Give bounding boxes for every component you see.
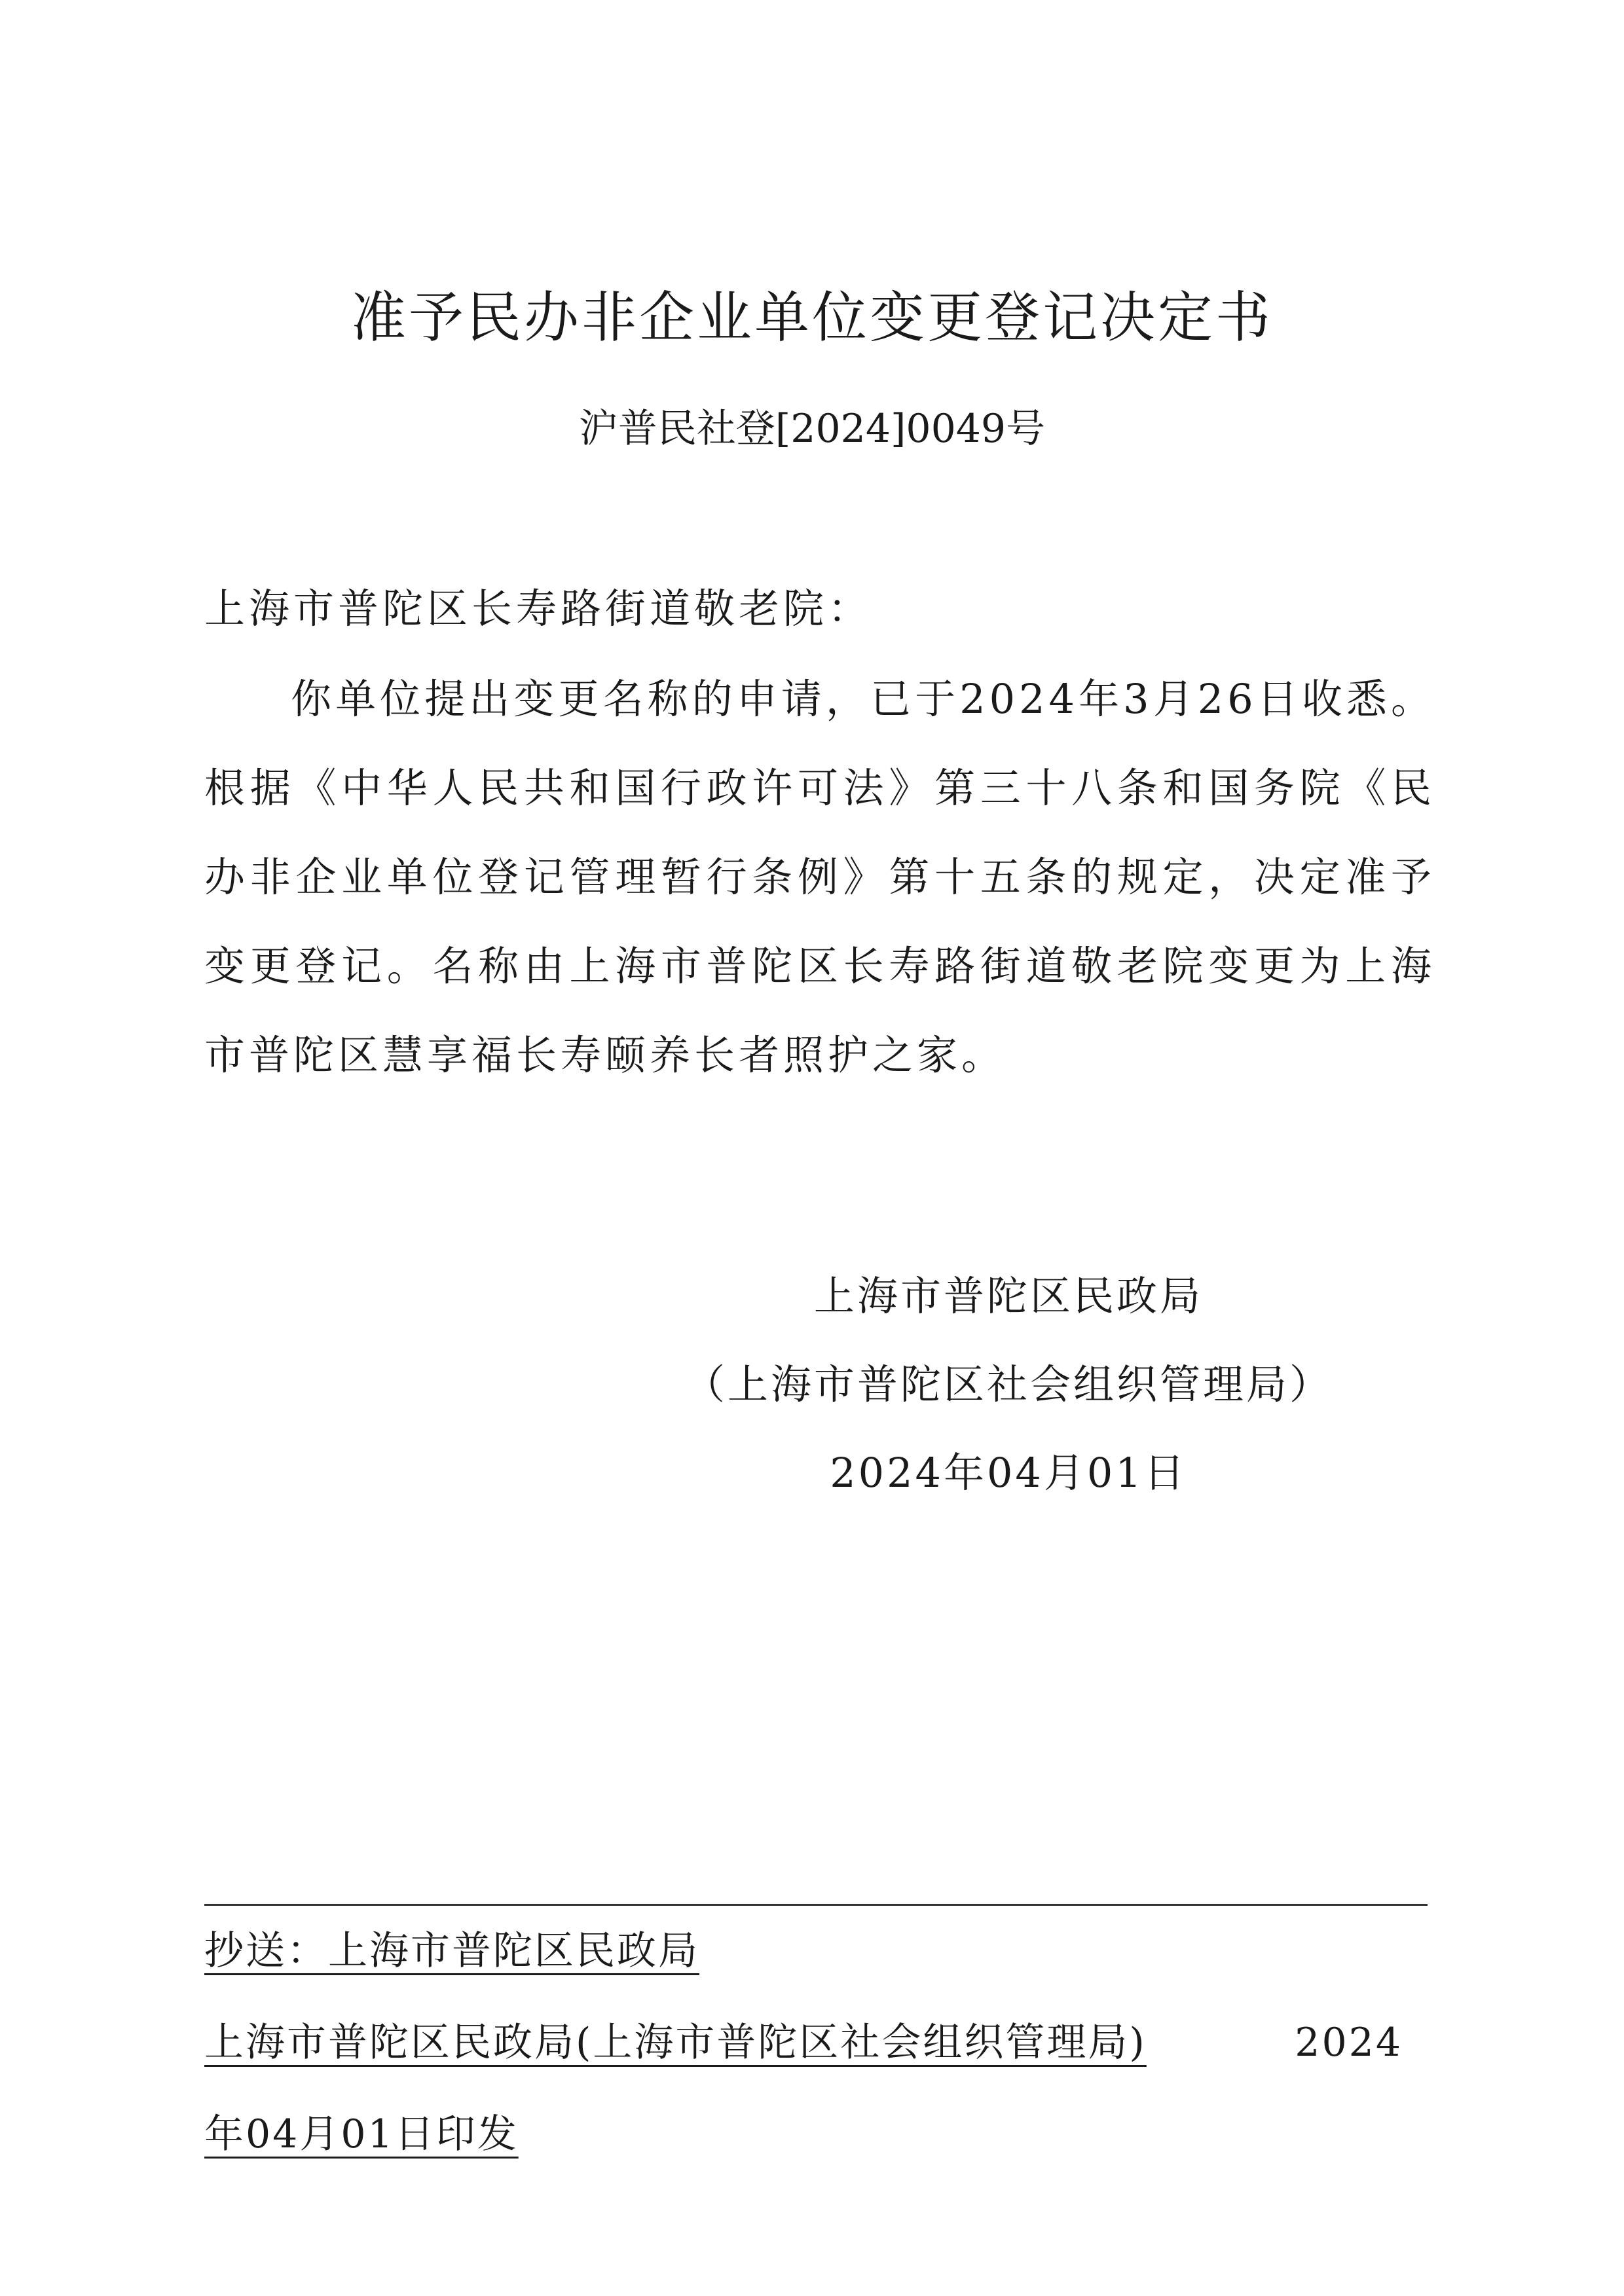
signature-organization-alt: （上海市普陀区社会组织管理局） [684, 1360, 1333, 1408]
footer-issuer [204, 2013, 1403, 2072]
document-number: 沪普民社登[2024]0049号 [578, 406, 1046, 452]
body-paragraph: 你单位提出变更名称的申请，已于2024年3月26日收悉。根据《中华人民共和国行政许可法》第三十八条和国务院《民办非企业单位登记管理暂行条例》第十五条的规定，决定准予变更登记。名称由上海市普陀区长寿路街道敬老院变更为上海市普陀区慧享福长寿颐养长者照护之家。 [204, 675, 1435, 1079]
footer-cc: 抄送：上海市普陀区民政局 [204, 1928, 699, 1974]
footer-issuer-name: 上海市普陀区民政局(上海市普陀区社会组织管理局) [204, 2020, 1147, 2066]
footer-divider [204, 1904, 1428, 1906]
footer-issue-year: 2024 [1295, 2020, 1403, 2066]
signature-organization: 上海市普陀区民政局 [813, 1272, 1203, 1320]
footer-issue-date: 年04月01日印发 [204, 2111, 519, 2157]
recipient: 上海市普陀区长寿路街道敬老院： [204, 585, 873, 632]
document-title: 准予民办非企业单位变更登记决定书 [350, 285, 1273, 350]
signature-date: 2024年04月01日 [830, 1449, 1187, 1497]
